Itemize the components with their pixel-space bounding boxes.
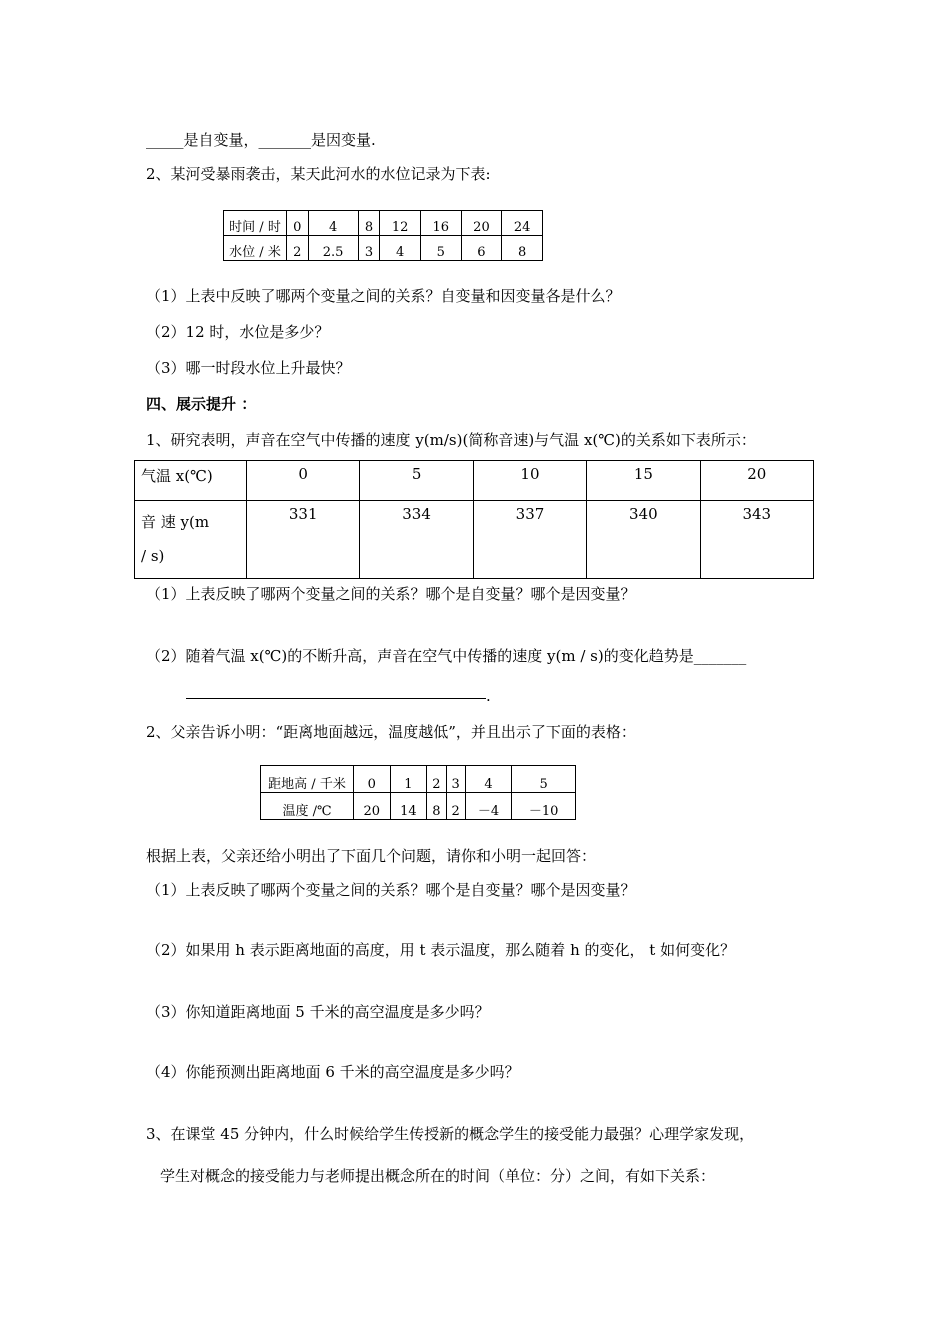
table-cell: 8: [427, 793, 446, 820]
table-cell-header: 气温 x(℃): [135, 461, 247, 501]
sound-sub-question-1: （1）上表反映了哪两个变量之间的关系？哪个是自变量？哪个是因变量？: [146, 585, 636, 603]
table-cell-header: 时间 / 时: [224, 211, 287, 236]
table-cell: 5: [512, 766, 576, 793]
river-sub-question-2: （2）12 时，水位是多少？: [146, 323, 330, 341]
speed-label-line-2: / s): [141, 547, 165, 565]
table-cell: 14: [390, 793, 427, 820]
table-row: [135, 501, 814, 579]
class45-question-line-1: 3、在课堂 45 分钟内，什么时候给学生传授新的概念学生的接受能力最强？心理学家发现，: [146, 1125, 755, 1143]
river-question-text: 2、某河受暴雨袭击，某天此河水的水位记录为下表:: [146, 165, 491, 183]
table-cell: 2: [446, 793, 465, 820]
sound-speed-table: [134, 460, 814, 579]
table-cell: 0: [354, 766, 391, 793]
table-cell: 1: [390, 766, 427, 793]
table-row: [224, 236, 543, 261]
table-cell: 10: [473, 461, 586, 501]
table-cell: 20: [700, 461, 813, 501]
table-cell: 6: [461, 236, 502, 261]
class45-question-line-2: 学生对概念的接受能力与老师提出概念所在的时间（单位：分）之间，有如下关系：: [160, 1167, 716, 1185]
sound-sub-question-2: （2）随着气温 x(℃)的不断升高，声音在空气中传播的速度 y(m / s)的变化趋势是_______: [146, 647, 747, 665]
height-intro: 根据上表，父亲还给小明出了下面几个问题，请你和小明一起回答：: [146, 847, 597, 865]
table-cell: 15: [587, 461, 700, 501]
table-row: [135, 461, 814, 501]
height-sub-question-4: （4）你能预测出距离地面 6 千米的高空温度是多少吗？: [146, 1063, 520, 1081]
table-cell: 5: [360, 461, 473, 501]
table-cell-header: 距地高 / 千米: [261, 766, 354, 793]
table-row: [224, 211, 543, 236]
table-cell: －10: [512, 793, 576, 820]
table-cell: 20: [461, 211, 502, 236]
section-4-title: 四、展示提升 ：: [146, 395, 257, 413]
table-cell: 20: [354, 793, 391, 820]
height-sub-question-2: （2）如果用 h 表示距离地面的高度，用 t 表示温度，那么随着 h 的变化， t 如何变化？: [146, 941, 736, 959]
table-cell: 5: [420, 236, 461, 261]
height-question-text: 2、父亲告诉小明：“距离地面越远，温度越低”，并且出示了下面的表格：: [146, 723, 636, 741]
table-cell: 2.5: [308, 236, 358, 261]
table-cell: 16: [420, 211, 461, 236]
table-cell: 4: [380, 236, 421, 261]
table-cell: 343: [700, 501, 813, 579]
table-cell-header: 水位 / 米: [224, 236, 287, 261]
table-cell: 24: [502, 211, 543, 236]
table-cell: 4: [465, 766, 511, 793]
table-cell: 3: [446, 766, 465, 793]
answer-blank-period: .: [486, 687, 491, 705]
table-row: [261, 766, 576, 793]
altitude-temperature-table: [260, 765, 576, 820]
sound-question-text: 1、研究表明，声音在空气中传播的速度 y(m/s)(简称音速)与气温 x(℃)的关系如下表所示：: [146, 431, 756, 449]
table-cell: 0: [247, 461, 360, 501]
table-cell: 2: [427, 766, 446, 793]
table-cell: －4: [465, 793, 511, 820]
height-sub-question-3: （3）你知道距离地面 5 千米的高空温度是多少吗？: [146, 1003, 490, 1021]
table-row: [261, 793, 576, 820]
table-cell: 334: [360, 501, 473, 579]
table-cell-header: [135, 501, 247, 579]
table-cell: 340: [587, 501, 700, 579]
height-sub-question-1: （1）上表反映了哪两个变量之间的关系？哪个是自变量？哪个是因变量？: [146, 881, 636, 899]
water-level-table: [223, 210, 543, 261]
speed-label-line-1: 音 速 y(m: [141, 513, 210, 531]
table-cell: 8: [358, 211, 380, 236]
intro-line: _____是自变量，_______是因变量.: [146, 131, 376, 149]
table-cell-header: 温度 /℃: [261, 793, 354, 820]
river-sub-question-3: （3）哪一时段水位上升最快？: [146, 359, 351, 377]
river-sub-question-1: （1）上表中反映了哪两个变量之间的关系？自变量和因变量各是什么？: [146, 287, 621, 305]
table-cell: 2: [287, 236, 309, 261]
table-cell: 3: [358, 236, 380, 261]
table-cell: 331: [247, 501, 360, 579]
answer-blank-line: [186, 697, 486, 699]
table-cell: 0: [287, 211, 309, 236]
table-cell: 8: [502, 236, 543, 261]
table-cell: 12: [380, 211, 421, 236]
table-cell: 4: [308, 211, 358, 236]
table-cell: 337: [473, 501, 586, 579]
